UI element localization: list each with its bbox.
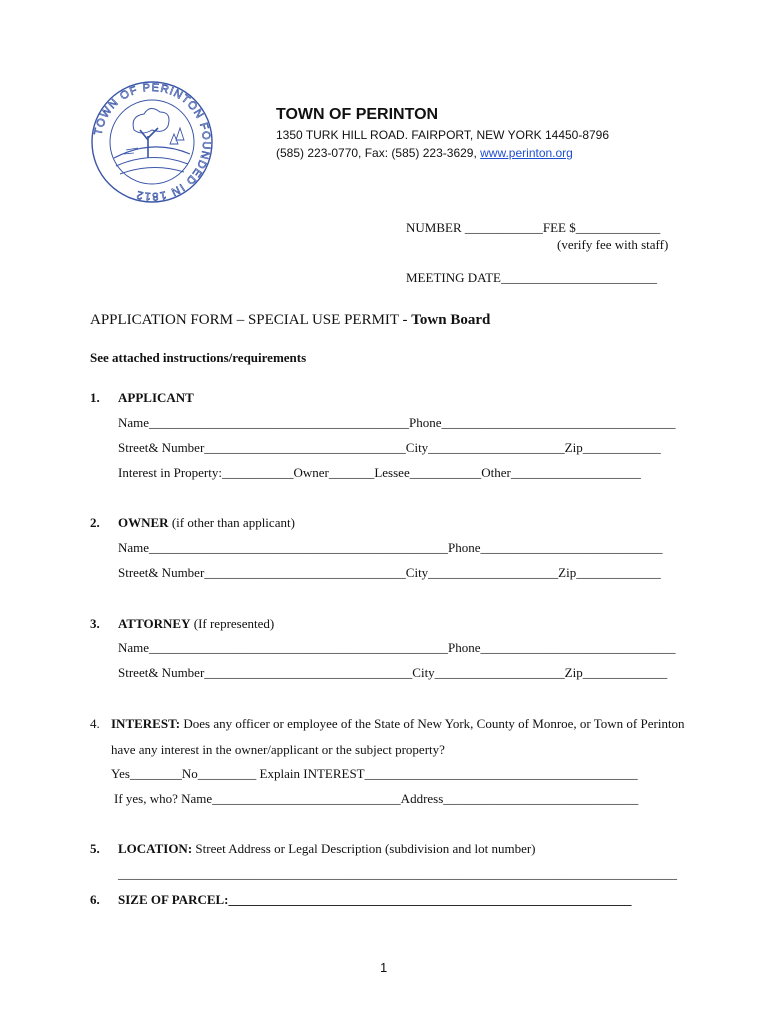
org-contact [276, 146, 573, 160]
owner-heading [118, 515, 295, 531]
interest-heading: INTEREST: [111, 716, 181, 731]
attorney-heading-note: (If represented) [190, 616, 275, 631]
interest-yes-no-explain-field[interactable]: Yes________No_________ Explain INTEREST__________________________________________ [111, 766, 638, 781]
parcel-size-line[interactable]: ______________________________________________________________ [228, 892, 632, 907]
applicant-name-phone-field[interactable]: Name________________________________________Phone____________________________________ [118, 415, 676, 430]
interest-who-address-field[interactable]: If yes, who? Name_____________________________Address______________________________ [114, 791, 639, 806]
parcel-size-label: SIZE OF PARCEL: [118, 892, 229, 907]
attorney-heading [118, 616, 274, 632]
applicant-heading: APPLICANT [118, 390, 194, 405]
interest-question-cont: have any interest in the owner/applicant or the subject property? [111, 742, 445, 757]
section-number: 3. [90, 616, 100, 631]
owner-street-city-zip-field[interactable]: Street& Number_______________________________City____________________Zip_____________ [118, 565, 661, 580]
attorney-street-city-zip-field[interactable]: Street& Number________________________________City____________________Zip_____________ [118, 665, 668, 680]
town-seal-logo [90, 80, 214, 204]
section-number: 2. [90, 515, 100, 530]
instructions-note: See attached instructions/requirements [90, 350, 307, 365]
parcel-size-field[interactable] [118, 892, 632, 908]
applicant-street-city-zip-field[interactable]: Street& Number_______________________________City_____________________Zip____________ [118, 440, 661, 455]
meeting-date-line[interactable]: MEETING DATE________________________ [406, 270, 657, 285]
location-field[interactable]: ______________________________________________________________________________________ [118, 866, 677, 881]
attorney-name-phone-field[interactable]: Name______________________________________________Phone______________________________ [118, 640, 676, 655]
section-number: 6. [90, 892, 100, 907]
fee-note: (verify fee with staff) [557, 237, 669, 252]
applicant-interest-field[interactable]: Interest in Property:___________Owner_______Lessee___________Other____________________ [118, 465, 641, 480]
section-number: 1. [90, 390, 100, 405]
website-link[interactable]: www.perinton.org [480, 146, 573, 160]
owner-heading-label: OWNER [118, 515, 169, 530]
location-heading-desc: Street Address or Legal Description (subdivision and lot number) [192, 841, 536, 856]
owner-name-phone-field[interactable]: Name______________________________________________Phone____________________________ [118, 540, 663, 555]
section-number: 4. [90, 716, 100, 731]
attorney-heading-label: ATTORNEY [118, 616, 191, 631]
seal-text: TOWN OF PERINTON FOUNDED IN 1812 [92, 81, 213, 203]
form-title-board: Town Board [411, 312, 491, 328]
section-number: 5. [90, 841, 100, 856]
org-address: 1350 TURK HILL ROAD. FAIRPORT, NEW YORK 14450-8796 [276, 128, 610, 142]
org-name: TOWN OF PERINTON [276, 106, 439, 123]
org-phone-fax: (585) 223-0770, Fax: (585) 223-3629, [276, 146, 481, 160]
owner-heading-note: (if other than applicant) [168, 515, 295, 530]
interest-question-text: Does any officer or employee of the State of New York, County of Monroe, or Town of Perinton [180, 716, 685, 731]
location-heading-label: LOCATION: [118, 841, 193, 856]
page-number: 1 [380, 960, 388, 975]
form-title [90, 312, 490, 329]
form-title-main: APPLICATION FORM – SPECIAL USE PERMIT - [90, 312, 412, 328]
location-heading [118, 841, 536, 857]
interest-question [111, 716, 685, 732]
number-fee-line[interactable]: NUMBER ____________FEE $_____________ [406, 220, 661, 235]
